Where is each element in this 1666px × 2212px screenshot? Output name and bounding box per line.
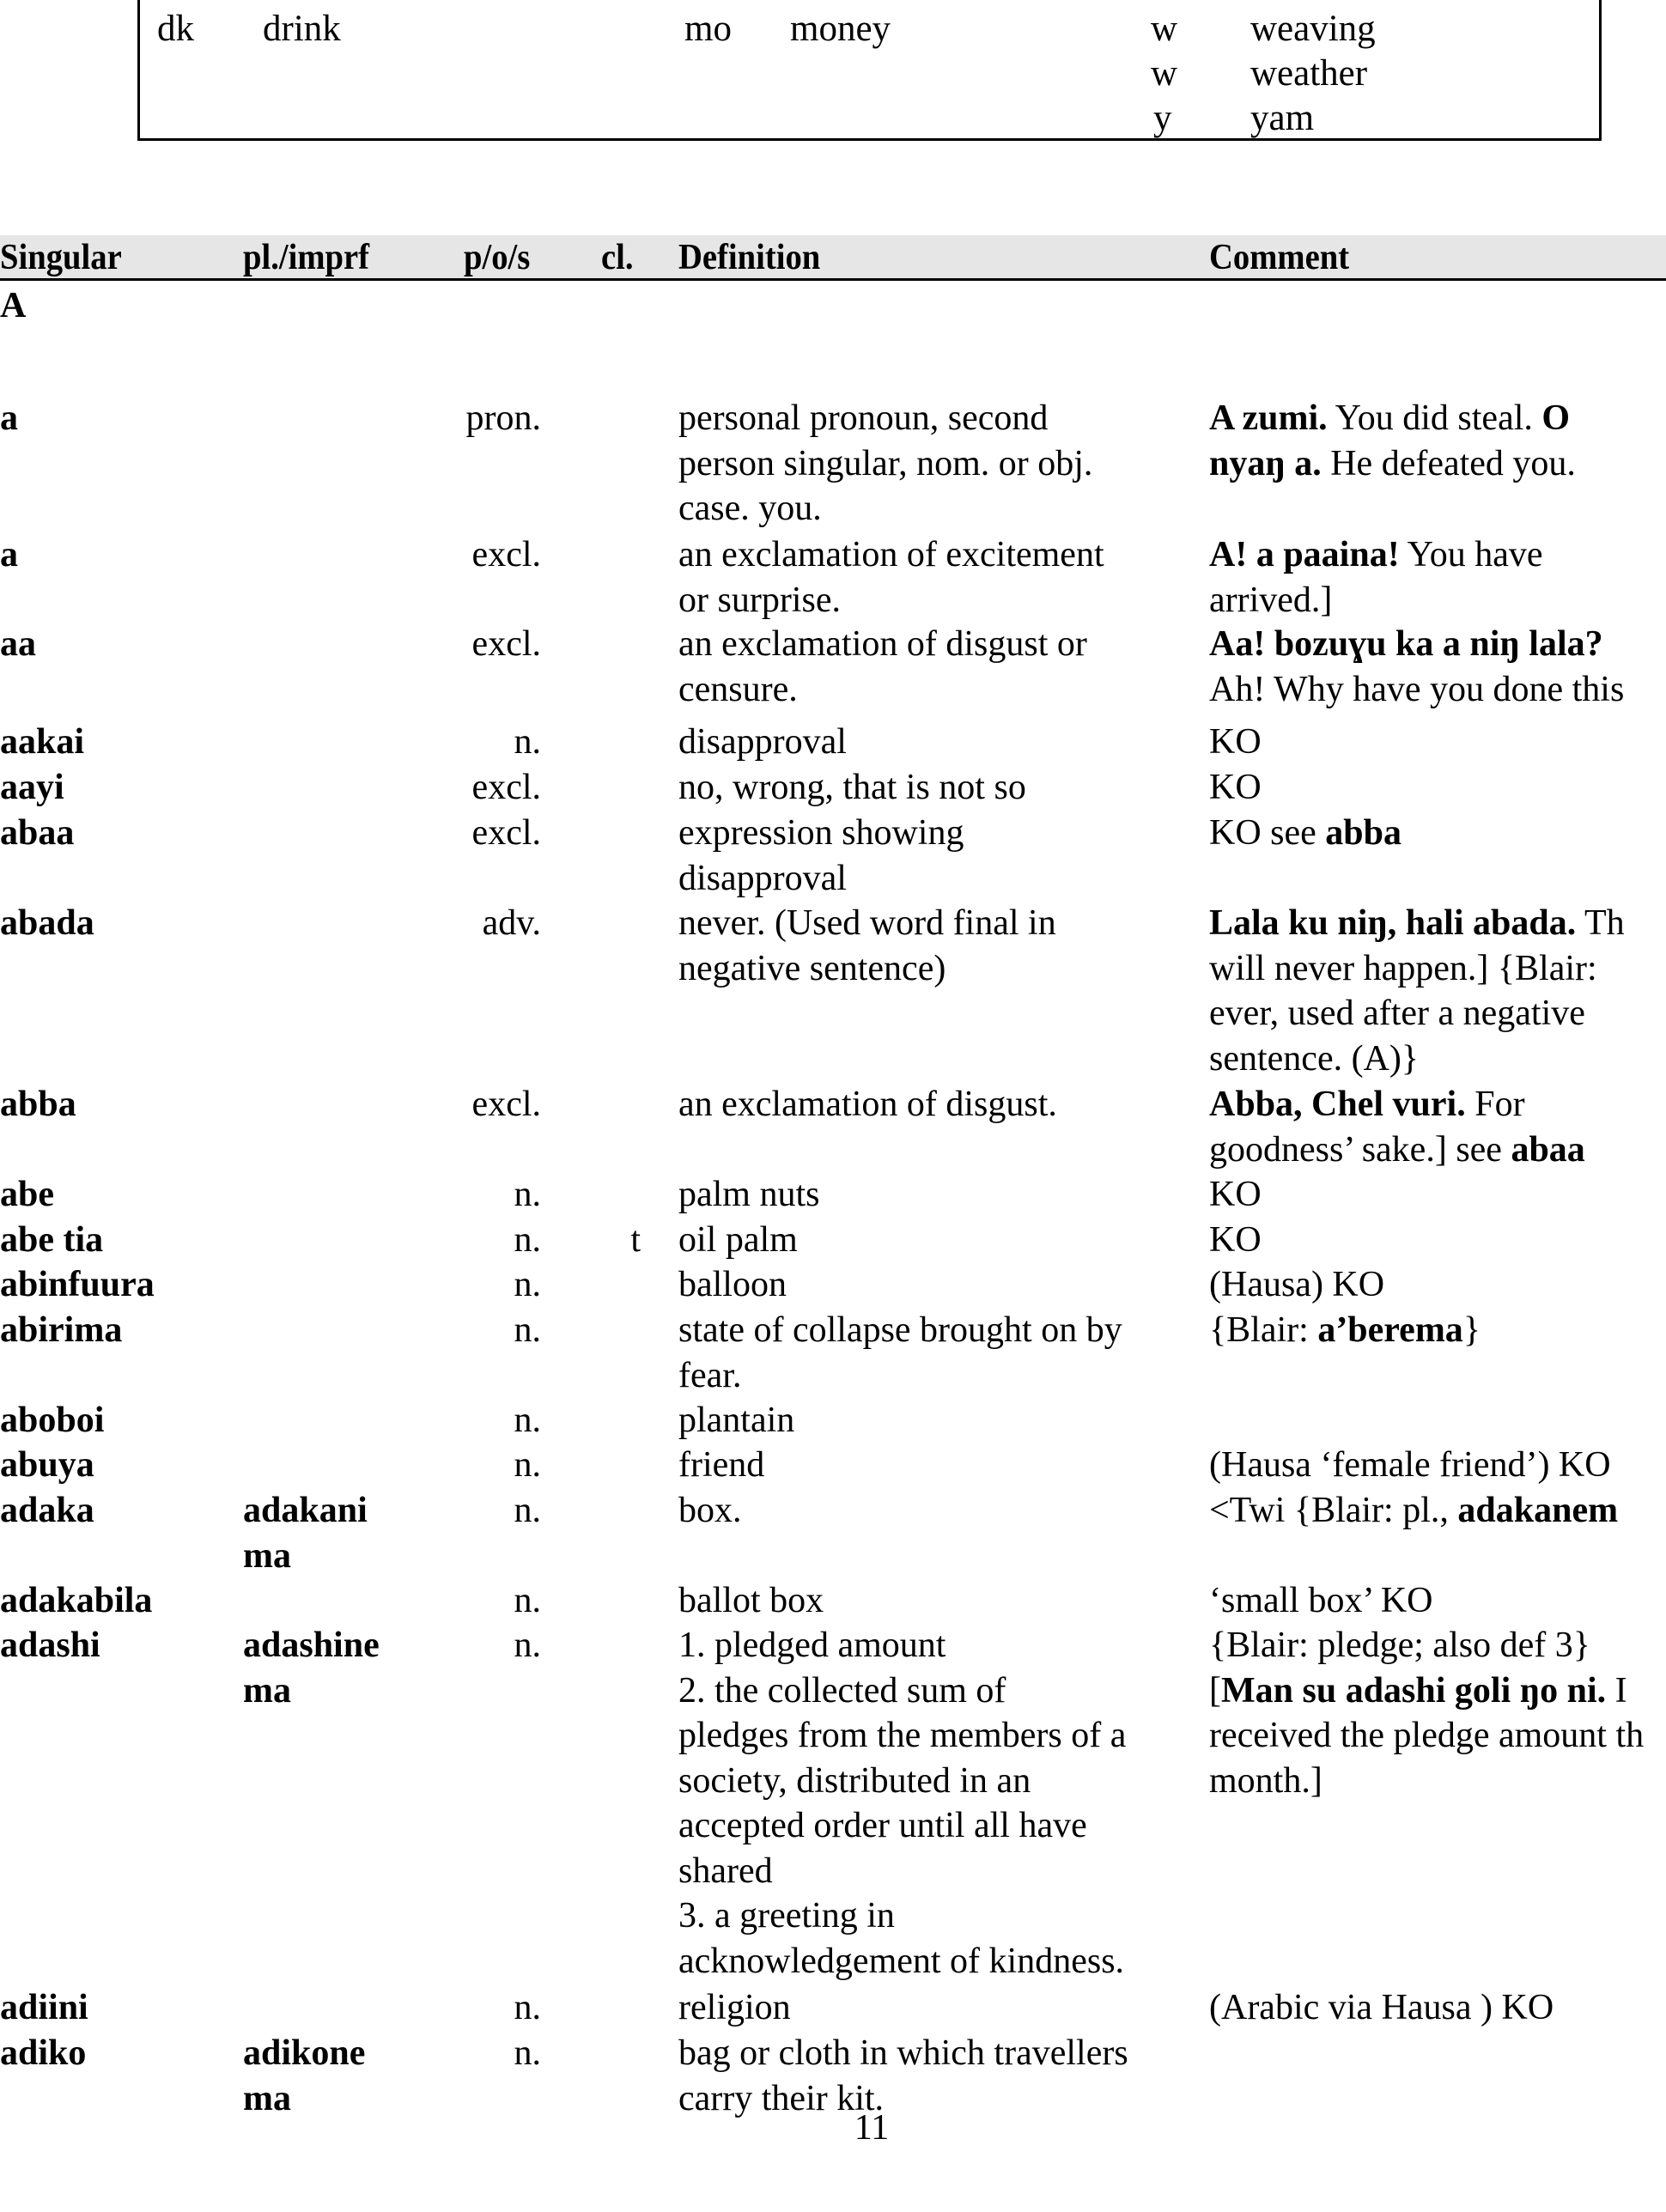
entry-definition: no, wrong, that is not so: [678, 768, 1026, 807]
entry-part-of-speech: excl.: [471, 813, 541, 853]
entry-singular: adaka: [0, 1491, 94, 1530]
abbr-meaning: weaving: [1250, 9, 1376, 49]
entry-definition: 1. pledged amount 2. the collected sum of pledges from the members of a society, distributed in an accepted order until all have shared 3. a greeting in acknowledgement of kindness.: [678, 1626, 1127, 1981]
page-number: 11: [854, 2108, 890, 2148]
entry-comment: Lala ku niŋ, hali abada. Th will never happen.] {Blair: ever, used after a negative sentence. (A)}: [1209, 903, 1625, 1079]
abbr-meaning: yam: [1250, 98, 1315, 138]
entry-part-of-speech: n.: [514, 1626, 541, 1665]
entry-comment: A zumi. You did steal. O nyaŋ a. He defeated you.: [1209, 398, 1576, 483]
entry-definition: state of collapse brought on by fear.: [678, 1310, 1122, 1395]
header-singular: Singular: [0, 238, 122, 277]
entry-singular: abirima: [0, 1310, 123, 1350]
entry-singular: abada: [0, 903, 94, 943]
entry-definition: disapproval: [678, 722, 847, 762]
entry-comment: (Hausa) KO: [1209, 1265, 1385, 1304]
entry-singular: adakabila: [0, 1581, 153, 1620]
entry-part-of-speech: n.: [514, 1310, 541, 1350]
header-definition: Definition: [678, 238, 821, 277]
entry-part-of-speech: n.: [514, 1988, 541, 2027]
entry-singular: adashi: [0, 1626, 100, 1665]
entry-part-of-speech: n.: [514, 1491, 541, 1530]
entry-singular: abba: [0, 1085, 76, 1124]
entry-plural: adashine ma: [243, 1626, 380, 1711]
entry-plural: adakani ma: [243, 1491, 368, 1576]
entry-part-of-speech: n.: [514, 1265, 541, 1304]
entry-definition: never. (Used word final in negative sentence): [678, 903, 1056, 988]
entry-singular: aakai: [0, 722, 85, 762]
header-class: cl.: [601, 238, 634, 277]
abbr-code: w: [1151, 9, 1178, 49]
entry-part-of-speech: excl.: [471, 768, 541, 807]
abbr-meaning: drink: [263, 9, 341, 49]
entry-comment: (Arabic via Hausa ) KO: [1209, 1988, 1554, 2027]
entry-comment: KO: [1209, 768, 1262, 807]
entry-singular: a: [0, 398, 18, 438]
entry-part-of-speech: excl.: [471, 624, 541, 664]
entry-singular: abinfuura: [0, 1265, 155, 1304]
entry-definition: expression showing disapproval: [678, 813, 964, 898]
abbr-code: y: [1153, 98, 1172, 138]
entry-part-of-speech: n.: [514, 1175, 541, 1214]
abbr-meaning: weather: [1250, 53, 1368, 94]
entry-comment: Abba, Chel vuri. For goodness’ sake.] see abaa: [1209, 1085, 1585, 1170]
entry-definition: personal pronoun, second person singular, nom. or obj. case. you.: [678, 398, 1093, 528]
section-letter: A: [0, 286, 27, 325]
entry-singular: adiko: [0, 2033, 87, 2073]
header-pos: p/o/s: [464, 238, 531, 277]
entry-definition: bag or cloth in which travellers carry their kit.: [678, 2033, 1128, 2118]
abbr-meaning: money: [790, 9, 891, 49]
entry-singular: abuya: [0, 1445, 94, 1485]
entry-comment: (Hausa ‘female friend’) KO: [1209, 1445, 1611, 1485]
entry-part-of-speech: excl.: [471, 535, 541, 574]
entry-comment: {Blair: a’berema}: [1209, 1310, 1481, 1350]
header-plural: pl./imprf: [243, 238, 370, 277]
entry-part-of-speech: pron.: [465, 398, 541, 438]
entry-definition: an exclamation of excitement or surprise.: [678, 535, 1104, 620]
entry-part-of-speech: adv.: [482, 903, 541, 943]
entry-comment: KO: [1209, 1175, 1262, 1214]
entry-comment: {Blair: pledge; also def 3} [Man su adashi goli ŋo ni. I received the pledge amount th month.]: [1209, 1626, 1645, 1801]
entry-definition: box.: [678, 1491, 742, 1530]
entry-singular: aa: [0, 624, 36, 664]
entry-part-of-speech: n.: [514, 1581, 541, 1620]
header-comment: Comment: [1209, 238, 1350, 277]
entry-plural: adikone ma: [243, 2033, 366, 2118]
entry-definition: friend: [678, 1445, 765, 1485]
entry-comment: KO: [1209, 722, 1262, 762]
entry-definition: oil palm: [678, 1220, 798, 1260]
entry-singular: aboboi: [0, 1401, 105, 1440]
entry-definition: religion: [678, 1988, 791, 2027]
entry-definition: ballot box: [678, 1581, 824, 1620]
entry-singular: adiini: [0, 1988, 88, 2027]
entry-class: t: [630, 1220, 641, 1260]
entry-part-of-speech: excl.: [471, 1085, 541, 1124]
entry-definition: plantain: [678, 1401, 795, 1440]
entry-singular: aayi: [0, 768, 64, 807]
entry-definition: an exclamation of disgust or censure.: [678, 624, 1087, 709]
entry-comment: <Twi {Blair: pl., adakanem: [1209, 1491, 1619, 1530]
entry-singular: abe: [0, 1175, 54, 1214]
entry-singular: abaa: [0, 813, 75, 853]
entry-singular: a: [0, 535, 18, 574]
entry-part-of-speech: n.: [514, 722, 541, 762]
entry-part-of-speech: n.: [514, 1220, 541, 1260]
entry-singular: abe tia: [0, 1220, 104, 1260]
entry-definition: palm nuts: [678, 1175, 820, 1214]
entry-part-of-speech: n.: [514, 1445, 541, 1485]
entry-comment: A! a paaina! You have arrived.]: [1209, 535, 1543, 620]
entry-definition: an exclamation of disgust.: [678, 1085, 1057, 1124]
entry-definition: balloon: [678, 1265, 787, 1304]
entry-comment: Aa! bozuɣu ka a niŋ lala? Ah! Why have you done this: [1209, 624, 1625, 709]
entry-part-of-speech: n.: [514, 1401, 541, 1440]
abbr-code: mo: [684, 9, 732, 49]
abbr-code: w: [1151, 53, 1178, 94]
entry-comment: ‘small box’ KO: [1209, 1581, 1433, 1620]
entry-comment: KO: [1209, 1220, 1262, 1260]
abbr-code: dk: [157, 9, 194, 49]
entry-comment: KO see abba: [1209, 813, 1402, 853]
entry-part-of-speech: n.: [514, 2033, 541, 2073]
